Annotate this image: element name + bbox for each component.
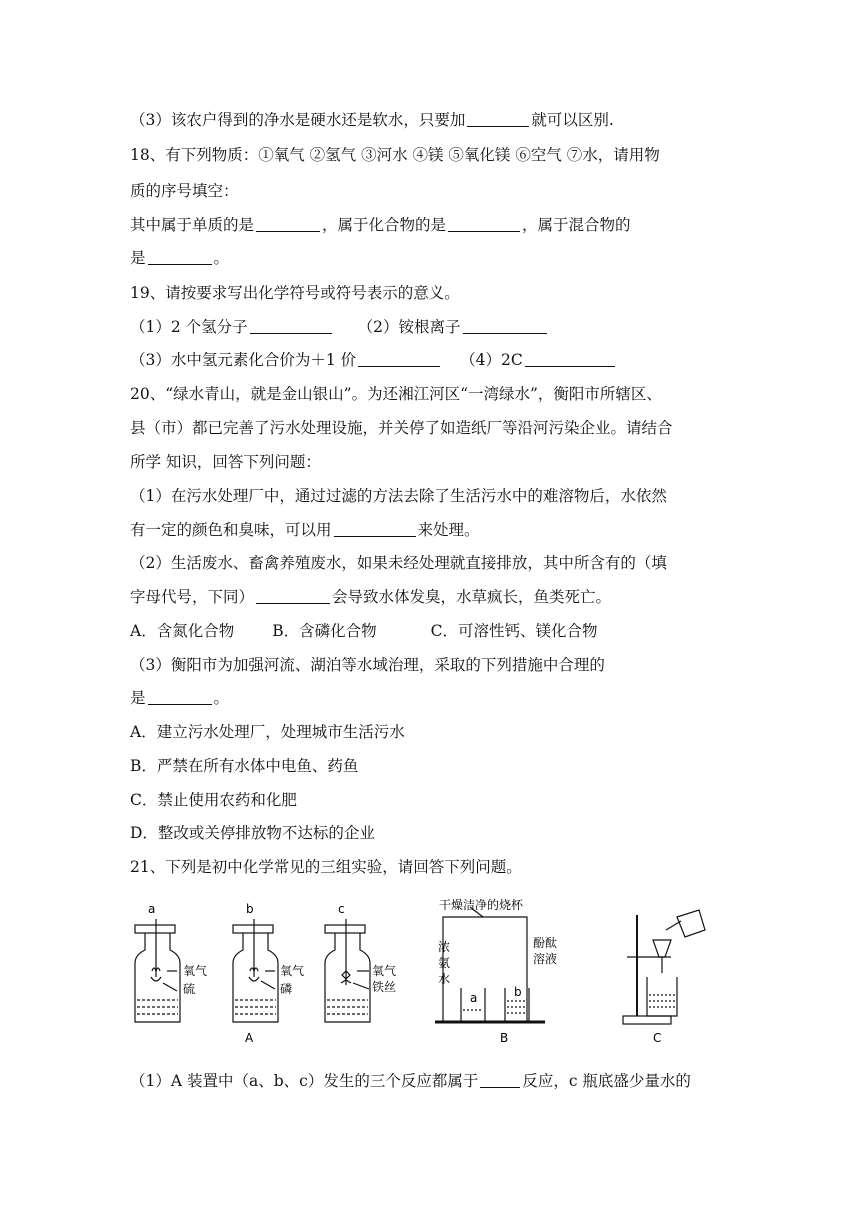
small-beaker-b-label: b	[514, 985, 522, 999]
option-c-line: C．禁止使用农药和化肥	[130, 791, 297, 809]
bottle-b-gas-label: 氧气	[280, 964, 305, 978]
answer-blank[interactable]	[256, 217, 320, 232]
bottle-b-substance-label: 磷	[280, 982, 293, 996]
right-liquid-label: 酚酞	[533, 936, 558, 950]
answer-blank[interactable]	[525, 352, 615, 367]
bottle-a-label: a	[148, 902, 156, 916]
question-20-stem-1: 20、“绿水青山，就是金山银山”。为还湘江河区“一湾绿水”，衡阳市所辖区、	[130, 385, 662, 403]
answer-blank[interactable]	[467, 112, 529, 127]
experiment-figure	[125, 895, 735, 1055]
answer-blank[interactable]	[148, 250, 212, 265]
beaker-title-label: 干燥洁净的烧杯	[439, 898, 524, 912]
answer-blank[interactable]	[148, 690, 212, 705]
answer-blank[interactable]	[358, 352, 440, 367]
apparatus-b	[435, 907, 545, 1022]
answer-blank[interactable]	[256, 589, 330, 604]
option-a-line: A．建立污水处理厂，处理城市生活污水	[130, 723, 405, 741]
question-20-3-cont: 是 。	[130, 689, 230, 707]
bottle-b	[233, 919, 278, 1022]
bottle-c-substance-label: 铁丝	[372, 980, 397, 994]
group-c-label: C	[653, 1031, 662, 1045]
question-18-stem-cont: 质的序号填空：	[130, 182, 239, 200]
right-liquid-label: 溶液	[533, 952, 558, 966]
question-19-stem: 19、请按要求写出化学符号或符号表示的意义。	[130, 284, 460, 302]
bottle-a	[135, 919, 180, 1022]
question-20-3: （3）衡阳市为加强河流、湖泊等水域治理，采取的下列措施中合理的	[130, 656, 605, 674]
bottle-c-gas-label: 氧气	[372, 964, 397, 978]
answer-blank[interactable]	[480, 1073, 520, 1088]
question-20-stem-2: 县（市）都已完善了污水处理设施，并关停了如造纸厂等沿河污染企业。请结合	[130, 419, 673, 437]
left-liquid-label: 浓	[438, 940, 451, 954]
question-21-stem: 21、下列是初中化学常见的三组实验，请回答下列问题。	[130, 858, 522, 876]
left-liquid-label: 水	[438, 972, 451, 986]
bottle-a-substance-label: 硫	[183, 982, 196, 996]
bottle-c	[325, 919, 370, 1022]
left-liquid-label: 氨	[438, 956, 451, 970]
question-17-3: （3）该农户得到的净水是硬水还是软水，只要加 就可以区别.	[130, 111, 614, 129]
bottle-c-label: c	[338, 902, 345, 916]
option-a: A．含氮化合物	[130, 622, 235, 640]
bottle-b-label: b	[246, 902, 254, 916]
option-b-line: B．严禁在所有水体中电鱼、药鱼	[130, 757, 359, 775]
answer-blank[interactable]	[463, 319, 547, 334]
option-c: C．可溶性钙、镁化合物	[430, 622, 598, 640]
question-20-2-options	[130, 621, 597, 641]
question-18-blanks: 其中属于单质的是 ，属于化合物的是 ，属于混合物的	[130, 216, 631, 234]
option-b: B．含磷化合物	[272, 622, 377, 640]
answer-blank[interactable]	[334, 522, 416, 537]
question-21-1: （1）A 装置中（a、b、c）发生的三个反应都属于 反应，c 瓶底盛少量水的	[130, 1072, 691, 1090]
question-20-2: （2）生活废水、畜禽养殖废水，如果未经处理就直接排放，其中所含有的（填	[130, 554, 667, 572]
small-beaker-a-label: a	[470, 991, 478, 1005]
question-20-1: （1）在污水处理厂中，通过过滤的方法去除了生活污水中的难溶物后，水依然	[130, 487, 667, 505]
option-d-line: D．整改或关停排放物不达标的企业	[130, 824, 375, 842]
question-18-blanks-cont: 是 。	[130, 249, 230, 267]
answer-blank[interactable]	[250, 319, 332, 334]
bottle-a-gas-label: 氧气	[183, 964, 208, 978]
question-20-1-cont: 有一定的颜色和臭味，可以用 来处理。	[130, 521, 480, 539]
question-18-stem: 18、有下列物质：①氧气 ②氢气 ③河水 ④镁 ⑤氧化镁 ⑥空气 ⑦水，请用物	[130, 146, 660, 164]
group-a-label: A	[245, 1031, 254, 1045]
question-20-2-cont: 字母代号，下同） 会导致水体发臭，水草疯长，鱼类死亡。	[130, 588, 612, 606]
group-b-label: B	[500, 1031, 509, 1045]
question-19-row2: （3）水中氢元素化合价为＋1 价 （4）2C	[130, 350, 617, 370]
question-20-stem-3: 所学 知识，回答下列问题：	[130, 453, 321, 471]
apparatus-c	[623, 910, 705, 1024]
answer-blank[interactable]	[448, 217, 520, 232]
question-19-row1: （1）2 个氢分子 （2）铵根离子	[130, 317, 549, 337]
